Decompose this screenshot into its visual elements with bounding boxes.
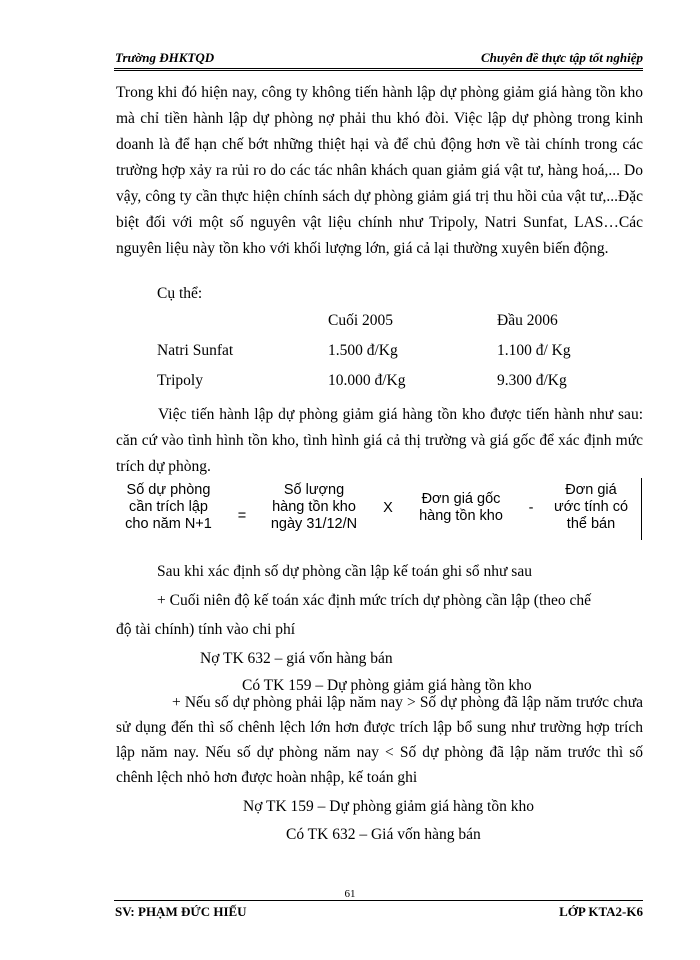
formula-term-provision: Số dự phòng cần trích lập cho năm N+1 bbox=[125, 482, 212, 532]
entry2-credit: Có TK 632 – Giá vốn hàng bán bbox=[286, 826, 481, 843]
item1-text-cont: độ tài chính) tính vào chi phí bbox=[116, 621, 296, 638]
formula-equals: = bbox=[237, 508, 247, 524]
specifics-label: Cụ thể: bbox=[157, 285, 203, 302]
paragraph-method: Việc tiến hành lập dự phòng giảm giá hàng tồn kho được tiến hành như sau: căn cứ vào tình hình tồn kho, tình hình giá cả thị trường và giá gốc để xác định mức trích dự phòng. bbox=[116, 406, 643, 475]
price-row-value-2005: 10.000 đ/Kg bbox=[328, 372, 406, 389]
page-number: 61 bbox=[344, 888, 356, 900]
header-school: Trường ĐHKTQD bbox=[115, 50, 215, 65]
price-row-value-2006: 9.300 đ/Kg bbox=[497, 372, 567, 389]
entry1-credit: Có TK 159 – Dự phòng giảm giá hàng tồn kho bbox=[242, 677, 532, 694]
price-col-header-2005: Cuối 2005 bbox=[328, 312, 394, 329]
entry1-debit: Nợ TK 632 – giá vốn hàng bán bbox=[200, 650, 393, 667]
formula-bracket bbox=[641, 478, 642, 540]
formula-term-quantity: Số lượng hàng tồn kho ngày 31/12/N bbox=[270, 482, 358, 532]
formula-times: X bbox=[383, 500, 393, 516]
formula-term-original-price: Đơn giá gốc hàng tồn kho bbox=[419, 491, 503, 524]
price-row-value-2005: 1.500 đ/Kg bbox=[328, 342, 398, 359]
price-row-value-2006: 1.100 đ/ Kg bbox=[497, 342, 571, 359]
line-after-formula: Sau khi xác định số dự phòng cần lập kế toán ghi sổ như sau bbox=[157, 563, 532, 580]
footer-class: LỚP KTA2-K6 bbox=[559, 904, 643, 919]
item1-text: + Cuối niên độ kế toán xác định mức trích dự phòng cần lập (theo chế bbox=[157, 592, 592, 609]
formula-minus: - bbox=[528, 500, 534, 516]
footer-rule bbox=[114, 900, 643, 901]
price-row-name: Natri Sunfat bbox=[157, 342, 234, 359]
provision-formula bbox=[116, 476, 642, 546]
item2-paragraph: + Nếu số dự phòng phải lập năm nay > Số dự phòng đã lập năm trước chưa sử dụng đến thì số chênh lệch lớn hơn được trích lập bổ sung như trường hợp trích lập năm nay. Nếu số dự phòng năm nay < Số dự phòng đã lập năm trước thì số chênh lệch nhỏ hơn được hoàn nhập, kế toán ghi bbox=[116, 694, 643, 786]
entry2-debit: Nợ TK 159 – Dự phòng giảm giá hàng tồn kho bbox=[243, 798, 534, 815]
formula-term-estimated-price: Đơn giá ước tính có thể bán bbox=[553, 482, 629, 532]
price-col-header-2006: Đầu 2006 bbox=[497, 312, 558, 329]
header-rule bbox=[114, 68, 643, 71]
footer-student: SV: PHẠM ĐỨC HIẾU bbox=[115, 904, 247, 919]
paragraph-intro: Trong khi đó hiện nay, công ty không tiến hành lập dự phòng giảm giá hàng tồn kho mà chỉ tiền hành lập dự phòng nợ phải thu khó đòi. Việc lập dự phòng trong kinh doanh là để hạn chế bớt những thiệt hại và để chủ động hơn về tài chính trong các trường hợp xảy ra rủi ro do các tác nhân khách quan giảm giá vật tư, hàng hoá,... Do vậy, công ty cần thực hiện chính sách dự phòng giảm giá trị thu hồi của vật tư,...Đặc biệt đối với một số nguyên vật liệu chính như Tripoly, Natri Sunfat, LAS…Các nguyên liệu này tồn kho với khối lượng lớn, giá cả lại thường xuyên biến động. bbox=[116, 84, 643, 257]
price-row-name: Tripoly bbox=[157, 372, 203, 389]
header-title: Chuyên đề thực tập tốt nghiệp bbox=[481, 50, 643, 65]
